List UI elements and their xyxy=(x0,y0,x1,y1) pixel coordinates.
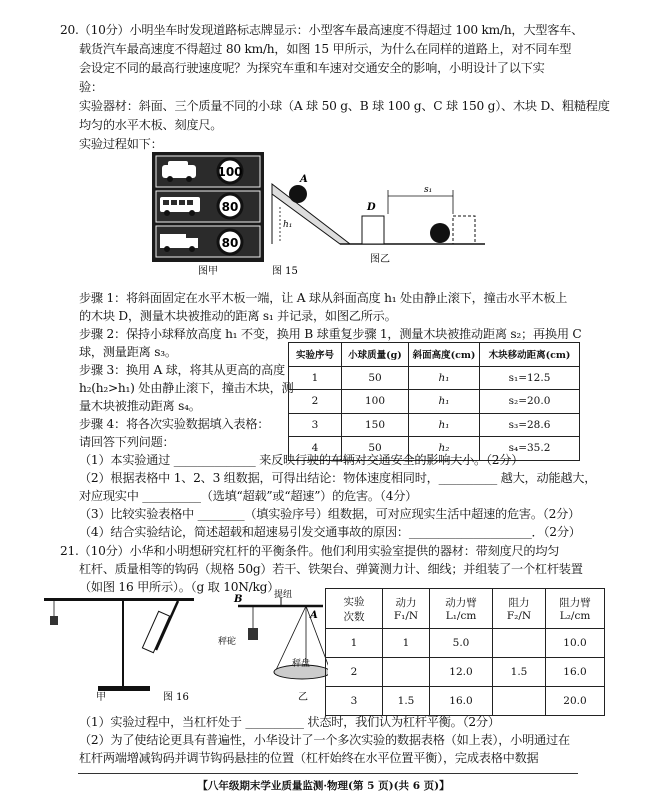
table-header: 阻力 F₂/N xyxy=(493,589,546,629)
step-3-line-1: 步骤 3：换用 A 球，将其从更高的高度 xyxy=(79,363,285,377)
q20-line-6: 均匀的水平木板、刻度尺。 xyxy=(79,118,223,132)
page-footer: 【八年级期末学业质量监测·物理(第 5 页)(共 6 页)】 xyxy=(197,780,450,792)
svg-text:A: A xyxy=(300,174,308,185)
table-cell: 50 xyxy=(342,366,409,390)
fig15-label-number: 图 15 xyxy=(272,266,298,277)
table-cell: 10.0 xyxy=(546,629,605,658)
figure-16 xyxy=(38,588,328,710)
svg-text:秤盘: 秤盘 xyxy=(292,659,311,669)
table-cell: 100 xyxy=(342,390,409,414)
table-cell: 4 xyxy=(289,437,342,461)
table-cell: s₃=28.6 xyxy=(480,413,580,437)
ball-a xyxy=(289,185,307,203)
svg-text:h₁: h₁ xyxy=(283,220,293,230)
table-cell: 1.5 xyxy=(383,687,430,716)
fig16-label-number: 图 16 xyxy=(163,692,189,703)
svg-text:100: 100 xyxy=(217,165,243,179)
table-cell: 2 xyxy=(289,390,342,414)
table-cell: 16.0 xyxy=(430,687,493,716)
q20-line-1: 20.（10分）小明坐车时发现道路标志牌显示：小型客车最高速度不得超过 100 km/h，大型客车、 xyxy=(60,23,584,37)
steelyard xyxy=(218,588,328,703)
footer-divider xyxy=(78,773,578,774)
lever-stand xyxy=(44,598,194,703)
table-cell: s₂=20.0 xyxy=(480,390,580,414)
table-header: 阻力臂 L₂/cm xyxy=(546,589,605,629)
table-header-row xyxy=(326,589,605,629)
table-cell: h₂ xyxy=(409,437,480,461)
figure-16-svg xyxy=(38,588,328,710)
table-cell: 1 xyxy=(326,629,383,658)
table-header: 斜面高度(cm) xyxy=(409,343,480,367)
step-3-line-2: h₂(h₂>h₁) 处由静止滚下，撞击木块，测 xyxy=(79,381,294,395)
fig16-label-jia: 甲 xyxy=(96,692,106,703)
q20-line-4: 验： xyxy=(79,80,103,94)
svg-text:80: 80 xyxy=(221,200,239,214)
step-1-line-1: 步骤 1：将斜面固定在水平木板一端，让 A 球从斜面高度 h₁ 处由静止滚下，撞击水平木板上 xyxy=(79,291,568,305)
step-4-line: 步骤 4：将各次实验数据填入表格： xyxy=(79,417,270,431)
incline-diagram xyxy=(272,174,485,265)
svg-text:A: A xyxy=(310,610,318,621)
q21-line-2: 杠杆、质量相等的钩码（规格 50g）若干、铁架台、弹簧测力计、细线；并组装了一个杠杆装置 xyxy=(79,562,583,576)
table-cell: 12.0 xyxy=(430,658,493,687)
q20-line-7: 实验过程如下： xyxy=(79,137,163,151)
svg-text:秤砣: 秤砣 xyxy=(218,637,237,647)
step-3-line-3: 量木块被推动距离 s₄。 xyxy=(79,399,201,413)
table-cell: h₁ xyxy=(409,366,480,390)
figure-15 xyxy=(140,152,500,280)
table-header: 小球质量(g) xyxy=(342,343,409,367)
table-header: 动力 F₁/N xyxy=(383,589,430,629)
svg-text:80: 80 xyxy=(221,236,239,250)
table-header: 动力臂 L₁/cm xyxy=(430,589,493,629)
answer-prompt: 请回答下列问题： xyxy=(79,435,175,449)
table-cell xyxy=(383,658,430,687)
speed-limit-sign-80-bus xyxy=(218,194,242,218)
counterweight xyxy=(248,628,258,640)
table-cell: s₄=35.2 xyxy=(480,437,580,461)
table-cell: 1.5 xyxy=(493,658,546,687)
q20-question-4: （4）结合实验结论，简述超载和超速易引发交通事故的原因：_____________________．（2分） xyxy=(79,525,581,539)
q21-question-2-cont: 杠杆两端增减钩码并调节钩码悬挂的位置（杠杆始终在水平位置平衡），完成表格中数据 xyxy=(79,751,539,765)
fig15-label-yi: 图乙 xyxy=(370,254,390,265)
table-cell: s₁=12.5 xyxy=(480,366,580,390)
q20-data-table xyxy=(288,342,580,461)
q21-question-1: （1）实验过程中，当杠杆处于 __________ 状态时，我们认为杠杆平衡。（2分） xyxy=(79,715,500,729)
table-row xyxy=(289,413,580,437)
q20-question-2-cont: 对应现实中 __________（选填“超载”或“超速”）的危害。（4分） xyxy=(79,489,418,503)
fig15-label-jia: 图甲 xyxy=(198,266,218,277)
speed-limit-sign-100 xyxy=(217,159,242,183)
q21-line-3: （如图 16 甲所示）。（g 取 10N/kg） xyxy=(79,580,280,594)
table-header: 实验序号 xyxy=(289,343,342,367)
q20-line-3: 会设定不同的最高行驶速度呢？为探究车重和车速对交通安全的影响，小明设计了以下实 xyxy=(79,61,545,75)
table-cell: 20.0 xyxy=(546,687,605,716)
figure-15-svg xyxy=(140,152,500,280)
table-row xyxy=(289,390,580,414)
svg-text:D: D xyxy=(367,202,376,213)
table-cell: 5.0 xyxy=(430,629,493,658)
svg-text:提纽: 提纽 xyxy=(274,590,293,600)
svg-text:s₁: s₁ xyxy=(424,185,433,195)
speed-limit-sign-80-truck xyxy=(218,230,242,254)
table-row xyxy=(326,629,605,658)
table-row xyxy=(326,687,605,716)
step-2-line-2: 球，测量距离 s₃。 xyxy=(79,345,177,359)
table-cell xyxy=(493,687,546,716)
block-d xyxy=(362,216,384,244)
q20-question-3: （3）比较实验表格中 ________（填实验序号）组数据，可对应现实生活中超速的危害。（2分） xyxy=(79,507,580,521)
table-cell: 3 xyxy=(326,687,383,716)
table-header-row xyxy=(289,343,580,367)
step-2-line-1: 步骤 2：保持小球释放高度 h₁ 不变，换用 B 球重复步骤 1，测量木块被推动距离 s₂；再换用 C xyxy=(79,327,582,341)
table-cell: 2 xyxy=(326,658,383,687)
step-1-line-2: 的木块 D，测量木块被推动的距离 s₁ 并记录，如图乙所示。 xyxy=(79,309,397,323)
q21-data-table xyxy=(325,588,605,716)
table-cell: 150 xyxy=(342,413,409,437)
svg-text:B: B xyxy=(234,594,243,605)
table-cell: 3 xyxy=(289,413,342,437)
q21-question-2: （2）为了使结论更具有普遍性，小华设计了一个多次实验的数据表格（如上表），小明通过在 xyxy=(79,733,570,747)
q20-question-1: （1）本实验通过 ______________ 来反映行驶的车辆对交通安全的影响大小。（2分） xyxy=(79,453,524,467)
q20-line-2: 载货汽车最高速度不得超过 80 km/h，如图 15 甲所示，为什么在同样的道路上，对不同车型 xyxy=(79,42,572,56)
table-cell: 1 xyxy=(289,366,342,390)
table-header: 实验 次数 xyxy=(326,589,383,629)
fig16-label-yi: 乙 xyxy=(298,692,308,703)
table-cell: 16.0 xyxy=(546,658,605,687)
table-cell: h₁ xyxy=(409,413,480,437)
table-cell xyxy=(493,629,546,658)
table-header: 木块移动距离(cm) xyxy=(480,343,580,367)
table-cell: 1 xyxy=(383,629,430,658)
q20-line-5: 实验器材：斜面、三个质量不同的小球（A 球 50 g、B 球 100 g、C 球 150 g）、木块 D、粗糙程度 xyxy=(79,99,610,113)
table-cell: 50 xyxy=(342,437,409,461)
table-row xyxy=(326,658,605,687)
q20-question-2: （2）根据表格中 1、2、3 组数据，可得出结论：物体速度相同时，__________ 越大，动能越大， xyxy=(79,471,597,485)
table-row xyxy=(289,366,580,390)
q21-line-1: 21.（10分）小华和小明想研究杠杆的平衡条件。他们利用实验室提供的器材：带刻度尺的均匀 xyxy=(60,544,560,558)
table-cell: h₁ xyxy=(409,390,480,414)
